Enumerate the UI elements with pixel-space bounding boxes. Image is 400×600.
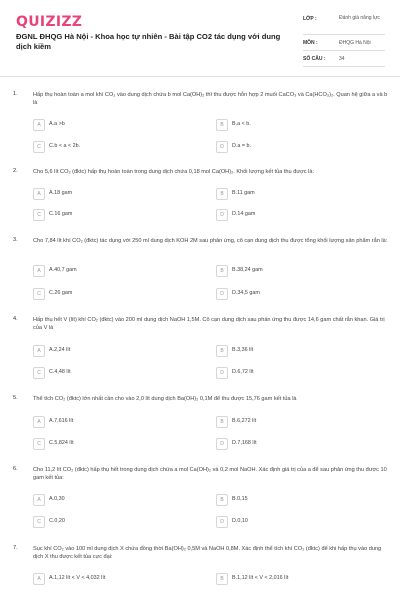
subject-value: ĐHQG Hà Nội [339,40,371,46]
option-d[interactable] [216,288,376,300]
option-letter-box: C [33,209,45,221]
quizizz-logo: QUIZIZZ [16,14,83,30]
option-text: D.a = b. [232,143,252,149]
meta-panel [303,13,385,67]
option-letter-box: A [33,119,45,131]
option-a[interactable] [33,119,193,131]
question-text: Hấp thụ hoàn toàn a mol khí CO₂ vào dung dịch chứa b mol Ca(OH)₂ thì thu được hỗn hợp 2 muối CaCO₃ và Ca(HCO₃)₂. Quan hệ giữa a và b là [33,92,388,107]
option-letter-box: A [33,573,45,585]
option-b[interactable] [216,345,376,357]
header-divider [0,76,400,77]
option-text: C.5,824 lít [49,440,74,446]
option-letter-box: A [33,494,45,506]
question-number: 4. [13,316,18,322]
option-letter-box: A [33,416,45,428]
option-text: A.40,7 gam [49,267,77,273]
option-text: C.16 gam [49,211,73,217]
option-letter-box: C [33,141,45,153]
option-letter-box: C [33,367,45,379]
option-letter-box: A [33,188,45,200]
option-a[interactable] [33,345,193,357]
option-text: B.3,36 lít [232,347,254,353]
option-text: D.7,168 lít [232,440,257,446]
option-letter-box: B [216,345,228,357]
option-a[interactable] [33,265,193,277]
question-number: 7. [13,545,18,551]
option-text: C.4,48 lít [49,369,71,375]
option-b[interactable] [216,573,376,585]
option-b[interactable] [216,265,376,277]
option-c[interactable] [33,209,193,221]
option-text: A.0,30 [49,496,65,502]
subject-label: MÔN : [303,40,318,46]
question-number: 6. [13,466,18,472]
option-text: C.26 gam [49,290,73,296]
option-b[interactable] [216,188,376,200]
option-letter-box: C [33,438,45,450]
option-text: C.0,20 [49,518,65,524]
option-d[interactable] [216,516,376,528]
question-text: Hấp thụ hết V (lít) khí CO₂ (đktc) vào 200 ml dung dịch NaOH 1,5M. Cô cạn dung dịch sau phản ứng thu được 14,6 gam chất rắn khan. Giá trị của V là [33,317,385,332]
option-d[interactable] [216,209,376,221]
meta-row-class [303,13,385,35]
option-text: A.7,616 lít [49,418,74,424]
option-text: B.1,12 lít < V < 2,016 lít [232,575,289,581]
option-letter-box: B [216,494,228,506]
option-letter-box: B [216,416,228,428]
document-header [0,0,400,72]
question-count-label: SỐ CÂU : [303,56,326,62]
option-letter-box: C [33,516,45,528]
option-letter-box: D [216,141,228,153]
question-number: 3. [13,237,18,243]
option-letter-box: B [216,188,228,200]
question-count-value: 34 [339,56,345,62]
option-c[interactable] [33,516,193,528]
class-value: Đánh giá năng lực [339,15,380,21]
option-text: D.0,10 [232,518,248,524]
option-a[interactable] [33,188,193,200]
class-label: LỚP : [303,16,317,22]
option-text: A.a >b [49,121,65,127]
option-letter-box: B [216,573,228,585]
option-text: B.0,15 [232,496,248,502]
option-text: B.6,272 lít [232,418,257,424]
question-number: 2. [13,168,18,174]
option-d[interactable] [216,141,376,153]
option-a[interactable] [33,494,193,506]
option-b[interactable] [216,119,376,131]
option-c[interactable] [33,141,193,153]
option-text: A.2,24 lít [49,347,71,353]
option-letter-box: D [216,438,228,450]
meta-row-subject [303,35,385,51]
option-letter-box: B [216,119,228,131]
option-text: D.34,5 gam [232,290,260,296]
option-letter-box: A [33,345,45,357]
option-c[interactable] [33,288,193,300]
option-text: D.6,72 lít [232,369,254,375]
option-c[interactable] [33,438,193,450]
option-b[interactable] [216,494,376,506]
option-a[interactable] [33,416,193,428]
option-d[interactable] [216,367,376,379]
option-letter-box: D [216,367,228,379]
option-text: B.a < b. [232,121,251,127]
question-number: 1. [13,91,18,97]
question-number: 5. [13,395,18,401]
option-text: B.38,24 gam [232,267,263,273]
question-text: Thể tích CO₂ (đktc) lớn nhất cần cho vào 2,0 lít dung dịch Ba(OH)₂ 0,1M để thu được 15,76 gam kết tủa là [33,396,297,402]
option-d[interactable] [216,438,376,450]
option-letter-box: C [33,288,45,300]
question-text: Cho 7,84 lít khí CO₂ (đktc) tác dụng với 250 ml dung dịch KOH 2M sau phản ứng, cô cạn dung dịch thu được tổng khối lượng sản phẩm rắn là: [33,238,388,244]
option-letter-box: D [216,209,228,221]
option-text: B.11 gam [232,190,255,196]
option-text: A.1,12 lít < V < 4,032 lít [49,575,106,581]
option-letter-box: D [216,288,228,300]
option-b[interactable] [216,416,376,428]
question-text: Cho 5,6 lít CO₂ (đktc) hấp thụ hoàn toàn trong dung dịch chứa 0,18 mol Ca(OH)₂. Khối lượng kết tủa thu được là: [33,169,314,175]
document-title: ĐGNL ĐHQG Hà Nội - Khoa học tự nhiên - Bài tập CO2 tác dụng với dung dịch kiềm [16,32,281,51]
option-text: C.b < a < 2b. [49,143,81,149]
option-letter-box: D [216,516,228,528]
meta-row-count [303,51,385,67]
question-text: Sục khí CO₂ vào 100 ml dung dịch X chứa đồng thời Ba(OH)₂ 0,5M và NaOH 0,8M. Xác định thể tích khí CO₂ (đktc) để khi hấp thụ vào dung dịch X thu được kết tủa cực đại: [33,546,382,561]
option-text: A.18 gam [49,190,73,196]
option-a[interactable] [33,573,193,585]
option-letter-box: B [216,265,228,277]
option-letter-box: A [33,265,45,277]
question-text: Cho 11,2 lít CO₂ (đktc) hấp thụ hết trong dung dịch chứa a mol Ca(OH)₂ và 0,2 mol NaOH. Xác định giá trị của a để sau phản ứng thu được 10 gam kết tủa: [33,467,387,482]
option-c[interactable] [33,367,193,379]
option-text: D.14 gam [232,211,256,217]
